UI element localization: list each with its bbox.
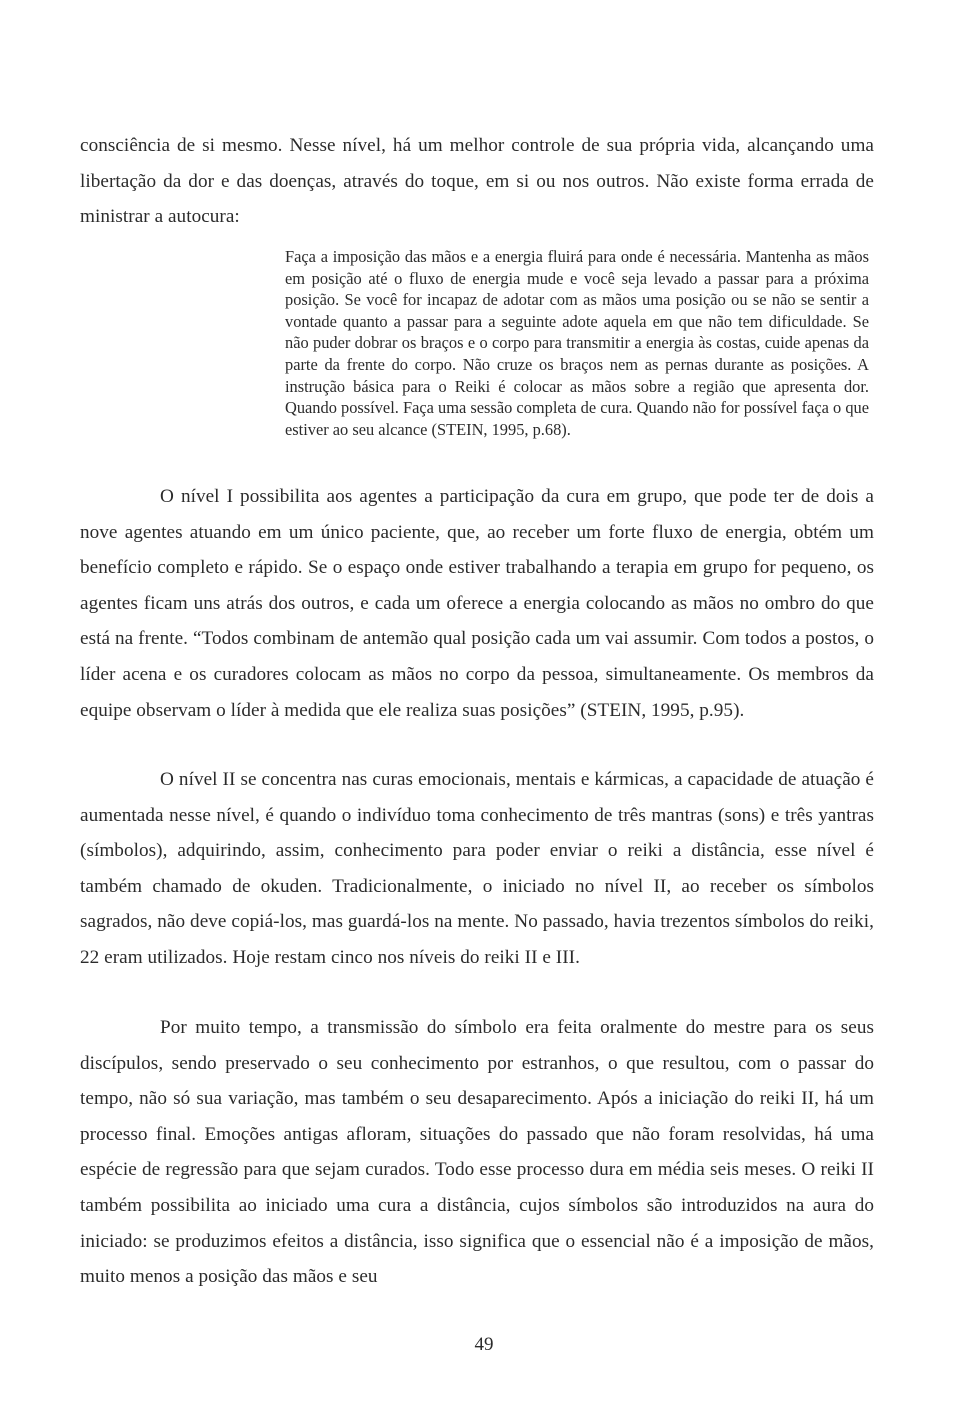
paragraph-intro: consciência de si mesmo. Nesse nível, há um melhor controle de sua própria vida, alcançando uma libertação da dor e das doenças, através do toque, em si ou nos outros. Não existe forma errada de ministrar a autocura: [80, 135, 874, 228]
paragraph-nivel-1: O nível I possibilita aos agentes a participação da cura em grupo, que pode ter de dois a nove agentes atuando em um único paciente, que, ao receber um forte fluxo de energia, obtém um benefício completo e rápido. Se o espaço onde estiver trabalhando a terapia em grupo for pequeno, os agentes ficam uns atrás dos outros, e cada um oferece a energia colocando as mãos no ombro do que está na frente. “Todos combinam de antemão qual posição cada um vai assumir. Com todos a postos, o líder acena e os curadores colocam as mãos no corpo da pessoa, simultaneamente. Os membros da equipe observam o líder à medida que ele realiza suas posições” (STEIN, 1995, p.95). [80, 486, 874, 721]
paragraph-transmissao-simbolo: Por muito tempo, a transmissão do símbolo era feita oralmente do mestre para os seus discípulos, sendo preservado o seu conhecimento por estranhos, o que resultou, com o passar do tempo, não só sua variação, mas também o seu desaparecimento. Após a iniciação do reiki II, há um processo final. Emoções antigas afloram, situações do passado que não foram resolvidas, há uma espécie de regressão para que sejam curados. Todo esse processo dura em média seis meses. O reiki II também possibilita ao iniciado uma cura a distância, cujos símbolos são introduzidos na aura do iniciado: se produzimos efeitos a distância, isso significa que o essencial não é a imposição de mãos, muito menos a posição das mãos e seu [80, 1017, 874, 1288]
paragraph-nivel-2: O nível II se concentra nas curas emocionais, mentais e kármicas, a capacidade de atuação é aumentada nesse nível, é quando o indivíduo toma conhecimento de três mantras (sons) e três yantras (símbolos), adquirindo, assim, conhecimento para poder enviar o reiki a distância, esse nível é também chamado de okuden. Tradicionalmente, o iniciado no nível II, ao receber os símbolos sagrados, não deve copiá-los, mas guardá-los na mente. No passado, havia trezentos símbolos do reiki, 22 eram utilizados. Hoje restam cinco nos níveis do reiki II e III. [80, 769, 874, 968]
page-number: 49 [474, 1334, 494, 1355]
block-quote-stein: Faça a imposição das mãos e a energia fluirá para onde é necessária. Mantenha as mãos em posição até o fluxo de energia mude e você seja levado a passar para a próxima posição. Se você for incapaz de adotar com as mãos uma posição ou se não se sentir a vontade quanto a passar para a seguinte adote aquela em que não tem dificuldade. Se não puder dobrar os braços e o corpo para transmitir a energia às costas, cuide apenas da parte da frente do corpo. Não cruze os braços nem as pernas durante as posições. A instrução básica para o Reiki é colocar as mãos sobre a região que apresenta dor. Quando possível. Faça uma sessão completa de cura. Quando não for possível faça o que estiver ao seu alcance (STEIN, 1995, p.68). [285, 247, 869, 439]
